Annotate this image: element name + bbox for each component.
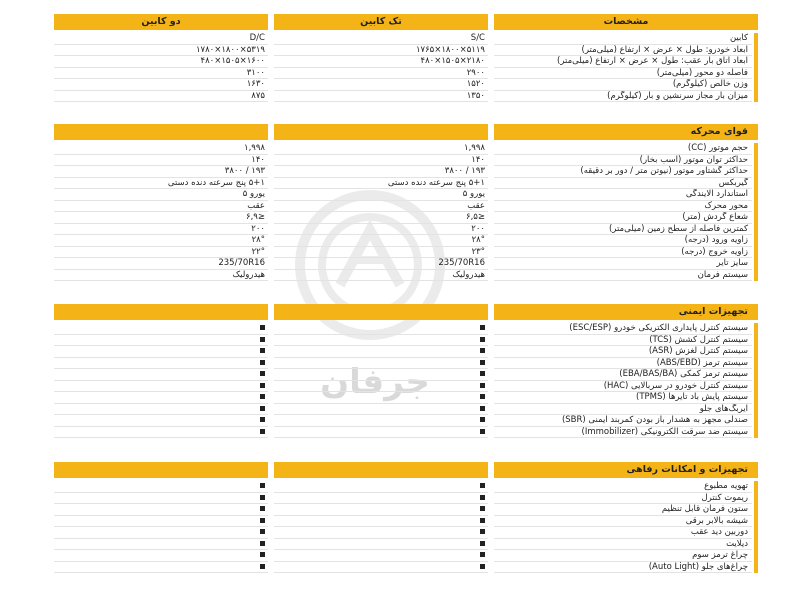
single-cabin-value: [274, 415, 488, 427]
feature-available-mark: [260, 406, 265, 411]
spec-label: زاویه خروج (درجه): [494, 247, 752, 259]
single-cabin-value: [274, 381, 488, 393]
feature-available-mark: [480, 495, 485, 500]
spec-label: سیستم کنترل کشش (TCS): [494, 335, 752, 347]
single-cabin-value: S/C: [274, 33, 488, 45]
single-cabin-value: ۱۳۵۰: [274, 91, 488, 103]
table-row: [54, 539, 758, 551]
spec-label: سیستم ترمز (ABS/EBD): [494, 358, 752, 370]
spec-label: وزن خالص (کیلوگرم): [494, 79, 752, 91]
double-cabin-value: [54, 427, 268, 439]
single-cabin-value: [274, 504, 488, 516]
spec-label: سایز تایر: [494, 258, 752, 270]
double-cabin-value: ۱,۹۹۸: [54, 143, 268, 155]
feature-available-mark: [480, 552, 485, 557]
table-row: [54, 504, 758, 516]
spec-section-2: [54, 124, 758, 281]
row-accent-bar: [754, 45, 758, 57]
row-accent-bar: [754, 516, 758, 528]
double-cabin-value: [54, 550, 268, 562]
feature-available-mark: [480, 406, 485, 411]
double-cabin-value: ۲۸°: [54, 235, 268, 247]
single-cabin-value: [274, 550, 488, 562]
single-cabin-value: ۵+۱ پنج سرعته دنده دستی: [274, 178, 488, 190]
spec-section-4: [54, 462, 758, 573]
row-accent-bar: [754, 189, 758, 201]
row-accent-bar: [754, 91, 758, 103]
table-row: [54, 562, 758, 574]
row-accent-bar: [754, 56, 758, 68]
feature-available-mark: [480, 483, 485, 488]
double-cabin-value: عقب: [54, 201, 268, 213]
feature-available-mark: [260, 337, 265, 342]
double-cabin-value: ۱۶۳۰: [54, 79, 268, 91]
row-accent-bar: [754, 143, 758, 155]
double-cabin-value: ≤۶,۹: [54, 212, 268, 224]
double-cabin-value: ۲۲°: [54, 247, 268, 259]
spec-label: دیلایت: [494, 539, 752, 551]
feature-available-mark: [480, 325, 485, 330]
feature-available-mark: [480, 564, 485, 569]
double-cabin-value: ۲۰۰: [54, 224, 268, 236]
double-cabin-value: [54, 504, 268, 516]
spec-label: زاویه ورود (درجه): [494, 235, 752, 247]
table-row: [54, 212, 758, 224]
double-cabin-value: ۸۷۵: [54, 91, 268, 103]
table-row: [54, 91, 758, 103]
feature-available-mark: [260, 564, 265, 569]
row-accent-bar: [754, 493, 758, 505]
double-cabin-value: [54, 346, 268, 358]
row-accent-bar: [754, 270, 758, 282]
single-cabin-value: [274, 539, 488, 551]
double-cabin-value: [54, 527, 268, 539]
spec-label: حداکثر گشتاور موتور (نیوتن متر / دور بر دقیقه): [494, 166, 752, 178]
table-row: [54, 270, 758, 282]
double-cabin-value: ۳۱۰۰: [54, 68, 268, 80]
row-accent-bar: [754, 527, 758, 539]
table-row: [54, 247, 758, 259]
feature-available-mark: [480, 429, 485, 434]
spec-label: سیستم پایش باد تایرها (TPMS): [494, 392, 752, 404]
table-row: [54, 33, 758, 45]
section-header: [54, 462, 758, 478]
row-accent-bar: [754, 178, 758, 190]
spec-label: گیربکس: [494, 178, 752, 190]
feature-available-mark: [260, 360, 265, 365]
feature-available-mark: [480, 360, 485, 365]
single-cabin-value: ۲۹۰۰: [274, 68, 488, 80]
spec-label: چراغ ترمز سوم: [494, 550, 752, 562]
section-title: تجهیزات و امکانات رفاهی: [494, 462, 758, 478]
row-accent-bar: [754, 68, 758, 80]
row-accent-bar: [754, 369, 758, 381]
spec-label: فاصله دو محور (میلی‌متر): [494, 68, 752, 80]
column-header: [54, 304, 268, 320]
spec-label: سیستم ضد سرقت الکترونیکی (Immobilizer): [494, 427, 752, 439]
single-cabin-value: ۵۱۱۹×۱۸۰۰×۱۷۶۵: [274, 45, 488, 57]
feature-available-mark: [480, 506, 485, 511]
column-header: تک کابین: [274, 14, 488, 30]
feature-available-mark: [260, 552, 265, 557]
section-header: [54, 14, 758, 30]
single-cabin-value: ۱۹۳ / ۳۸۰۰: [274, 166, 488, 178]
section-title: تجهیزات ایمنی: [494, 304, 758, 320]
double-cabin-value: ۱۴۰: [54, 155, 268, 167]
spec-label: صندلی مجهز به هشدار باز بودن کمربند ایمنی (SBR): [494, 415, 752, 427]
single-cabin-value: ۱۵۲۰: [274, 79, 488, 91]
watermark-text: جرفان: [320, 362, 430, 402]
row-accent-bar: [754, 562, 758, 574]
feature-available-mark: [260, 394, 265, 399]
feature-available-mark: [260, 417, 265, 422]
double-cabin-value: [54, 369, 268, 381]
spec-label: کمترین فاصله از سطح زمین (میلی‌متر): [494, 224, 752, 236]
double-cabin-value: D/C: [54, 33, 268, 45]
spec-label: تهویه مطبوع: [494, 481, 752, 493]
spec-label: ایربگ‌های جلو: [494, 404, 752, 416]
spec-label: میزان بار مجاز سرنشین و بار (کیلوگرم): [494, 91, 752, 103]
double-cabin-value: [54, 335, 268, 347]
double-cabin-value: [54, 392, 268, 404]
double-cabin-value: [54, 539, 268, 551]
double-cabin-value: ۵۳۱۹×۱۸۰۰×۱۷۸۰: [54, 45, 268, 57]
feature-available-mark: [480, 371, 485, 376]
row-accent-bar: [754, 427, 758, 439]
table-row: [54, 335, 758, 347]
spec-section-3: [54, 304, 758, 438]
single-cabin-value: ≤۶,۵: [274, 212, 488, 224]
feature-available-mark: [260, 383, 265, 388]
spec-label: سیستم فرمان: [494, 270, 752, 282]
table-row: [54, 79, 758, 91]
double-cabin-value: [54, 381, 268, 393]
spec-label: سیستم کنترل لغزش (ASR): [494, 346, 752, 358]
table-row: [54, 346, 758, 358]
spec-label: حداکثر توان موتور (اسب بخار): [494, 155, 752, 167]
feature-available-mark: [480, 337, 485, 342]
section-title: مشخصات: [494, 14, 758, 30]
spec-label: چراغ‌های جلو (Auto Light): [494, 562, 752, 574]
feature-available-mark: [260, 506, 265, 511]
spec-label: شیشه بالابر برقی: [494, 516, 752, 528]
table-row: [54, 155, 758, 167]
single-cabin-value: [274, 493, 488, 505]
single-cabin-value: ۲۳°: [274, 247, 488, 259]
feature-available-mark: [260, 325, 265, 330]
spec-section-1: [54, 14, 758, 102]
single-cabin-value: [274, 335, 488, 347]
row-accent-bar: [754, 404, 758, 416]
double-cabin-value: 235/70R16: [54, 258, 268, 270]
single-cabin-value: یورو ۵: [274, 189, 488, 201]
single-cabin-value: 235/70R16: [274, 258, 488, 270]
table-row: [54, 392, 758, 404]
spec-label: ابعاد اتاق بار عقب: طول × عرض × ارتفاع (میلی‌متر): [494, 56, 752, 68]
table-row: [54, 235, 758, 247]
feature-available-mark: [260, 529, 265, 534]
row-accent-bar: [754, 550, 758, 562]
column-header: [274, 304, 488, 320]
single-cabin-value: [274, 481, 488, 493]
double-cabin-value: [54, 323, 268, 335]
table-row: [54, 201, 758, 213]
single-cabin-value: [274, 527, 488, 539]
table-row: [54, 381, 758, 393]
row-accent-bar: [754, 247, 758, 259]
single-cabin-value: [274, 358, 488, 370]
row-accent-bar: [754, 258, 758, 270]
section-title: قوای محرکه: [494, 124, 758, 140]
single-cabin-value: ۱۴۰: [274, 155, 488, 167]
feature-available-mark: [260, 541, 265, 546]
row-accent-bar: [754, 415, 758, 427]
row-accent-bar: [754, 79, 758, 91]
single-cabin-value: ۲۱۸۰×۱۵۰۵×۴۸۰: [274, 56, 488, 68]
feature-available-mark: [480, 394, 485, 399]
column-header: [54, 124, 268, 140]
double-cabin-value: ۱۶۰۰×۱۵۰۵×۴۸۰: [54, 56, 268, 68]
table-row: [54, 427, 758, 439]
table-row: [54, 178, 758, 190]
row-accent-bar: [754, 358, 758, 370]
single-cabin-value: [274, 427, 488, 439]
table-row: [54, 166, 758, 178]
column-header: [54, 462, 268, 478]
section-header: [54, 304, 758, 320]
table-row: [54, 323, 758, 335]
spec-label: حجم موتور (CC): [494, 143, 752, 155]
table-row: [54, 481, 758, 493]
double-cabin-value: [54, 415, 268, 427]
spec-label: سیستم کنترل پایداری الکتریکی خودرو (ESC/ESP): [494, 323, 752, 335]
feature-available-mark: [260, 348, 265, 353]
row-accent-bar: [754, 166, 758, 178]
single-cabin-value: هیدرولیک: [274, 270, 488, 282]
row-accent-bar: [754, 481, 758, 493]
double-cabin-value: [54, 404, 268, 416]
row-accent-bar: [754, 201, 758, 213]
spec-label: سیستم کنترل خودرو در سربالایی (HAC): [494, 381, 752, 393]
single-cabin-value: [274, 562, 488, 574]
single-cabin-value: [274, 404, 488, 416]
single-cabin-value: [274, 392, 488, 404]
row-accent-bar: [754, 504, 758, 516]
feature-available-mark: [480, 518, 485, 523]
feature-available-mark: [260, 495, 265, 500]
spec-label: ریموت کنترل: [494, 493, 752, 505]
table-row: [54, 189, 758, 201]
spec-label: سیستم ترمز کمکی (EBA/BAS/BA): [494, 369, 752, 381]
feature-available-mark: [260, 483, 265, 488]
feature-available-mark: [260, 518, 265, 523]
spec-label: استاندارد آلایندگی: [494, 189, 752, 201]
double-cabin-value: [54, 493, 268, 505]
row-accent-bar: [754, 33, 758, 45]
table-row: [54, 56, 758, 68]
row-accent-bar: [754, 539, 758, 551]
double-cabin-value: هیدرولیک: [54, 270, 268, 282]
row-accent-bar: [754, 212, 758, 224]
table-row: [54, 369, 758, 381]
table-row: [54, 404, 758, 416]
row-accent-bar: [754, 335, 758, 347]
feature-available-mark: [260, 429, 265, 434]
table-row: [54, 358, 758, 370]
table-row: [54, 516, 758, 528]
spec-label: ستون فرمان قابل تنظیم: [494, 504, 752, 516]
table-row: [54, 143, 758, 155]
table-row: [54, 415, 758, 427]
double-cabin-value: یورو ۵: [54, 189, 268, 201]
feature-available-mark: [480, 383, 485, 388]
feature-available-mark: [480, 348, 485, 353]
double-cabin-value: [54, 358, 268, 370]
feature-available-mark: [480, 541, 485, 546]
feature-available-mark: [480, 417, 485, 422]
row-accent-bar: [754, 392, 758, 404]
table-row: [54, 68, 758, 80]
table-row: [54, 45, 758, 57]
single-cabin-value: عقب: [274, 201, 488, 213]
double-cabin-value: [54, 516, 268, 528]
row-accent-bar: [754, 224, 758, 236]
section-header: [54, 124, 758, 140]
spec-label: محور محرک: [494, 201, 752, 213]
single-cabin-value: ۲۰۰: [274, 224, 488, 236]
table-row: [54, 224, 758, 236]
spec-label: کابین: [494, 33, 752, 45]
column-header: [274, 462, 488, 478]
table-row: [54, 493, 758, 505]
double-cabin-value: [54, 562, 268, 574]
row-accent-bar: [754, 323, 758, 335]
double-cabin-value: [54, 481, 268, 493]
single-cabin-value: [274, 346, 488, 358]
table-row: [54, 258, 758, 270]
table-row: [54, 527, 758, 539]
spec-label: دوربین دید عقب: [494, 527, 752, 539]
row-accent-bar: [754, 235, 758, 247]
single-cabin-value: [274, 323, 488, 335]
single-cabin-value: ۱,۹۹۸: [274, 143, 488, 155]
feature-available-mark: [480, 529, 485, 534]
spec-label: ابعاد خودرو: طول × عرض × ارتفاع (میلی‌متر): [494, 45, 752, 57]
double-cabin-value: ۱۹۳ / ۳۸۰۰: [54, 166, 268, 178]
row-accent-bar: [754, 155, 758, 167]
single-cabin-value: [274, 369, 488, 381]
double-cabin-value: ۵+۱ پنج سرعته دنده دستی: [54, 178, 268, 190]
column-header: [274, 124, 488, 140]
spec-label: شعاع گردش (متر): [494, 212, 752, 224]
row-accent-bar: [754, 381, 758, 393]
row-accent-bar: [754, 346, 758, 358]
column-header: دو کابین: [54, 14, 268, 30]
single-cabin-value: [274, 516, 488, 528]
feature-available-mark: [260, 371, 265, 376]
single-cabin-value: ۲۸°: [274, 235, 488, 247]
table-row: [54, 550, 758, 562]
